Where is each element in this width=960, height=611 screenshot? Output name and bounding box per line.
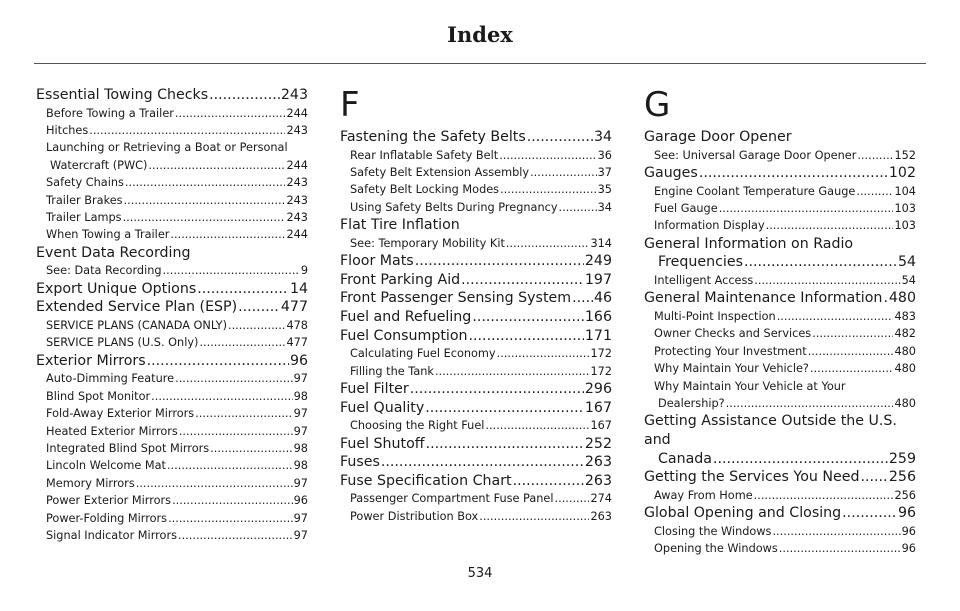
dot-leader: [172, 492, 293, 509]
entry-text: See: Universal Garage Door Opener: [654, 148, 857, 162]
index-entry[interactable]: [36, 280, 308, 299]
entry-text: Front Parking Aid: [340, 271, 461, 288]
dot-leader: [500, 181, 597, 198]
dot-leader: [856, 183, 893, 200]
dot-leader: [530, 164, 597, 181]
index-subentry[interactable]: [36, 262, 308, 279]
dot-leader: [479, 508, 589, 525]
entry-text: Auto-Dimming Feature: [46, 372, 175, 386]
dot-leader: [124, 192, 286, 209]
index-subentry[interactable]: [36, 423, 308, 440]
index-subentry[interactable]: [36, 405, 308, 422]
page-ref: 244: [286, 106, 308, 120]
page-ref: 243: [286, 211, 308, 225]
entry-text: Power-Folding Mirrors: [46, 511, 168, 525]
title-rule: [34, 63, 926, 64]
dot-leader: [89, 122, 285, 139]
dot-leader: [426, 435, 584, 454]
dot-leader: [178, 527, 293, 544]
dot-leader: [772, 523, 900, 540]
page-ref: 480: [894, 362, 916, 376]
entry-text: Choosing the Right Fuel: [350, 419, 485, 433]
page-title: Index: [447, 22, 513, 47]
dot-leader: [151, 388, 292, 405]
index-subentry[interactable]: [644, 343, 916, 360]
dot-leader: [726, 395, 894, 412]
entry-text: Safety Belt Extension Assembly: [350, 166, 530, 179]
index-subentry[interactable]: [36, 139, 308, 156]
entry-text: Filling the Tank: [350, 364, 434, 378]
index-entry[interactable]: [340, 271, 612, 290]
entry-text: Fuel Quality: [340, 399, 425, 416]
page-ref: 296: [584, 381, 612, 397]
entry-text: Fuse Specification Chart: [340, 472, 512, 489]
page-ref: 249: [584, 253, 612, 270]
page-ref: 172: [590, 364, 612, 378]
page-ref: 35: [597, 183, 612, 197]
dot-leader: [497, 345, 590, 362]
page-ref: 167: [590, 419, 612, 433]
page-ref: 98: [293, 389, 308, 403]
entry-text: Passenger Compartment Fuse Panel: [350, 492, 554, 506]
entry-text: Fuel Consumption: [340, 327, 468, 344]
index-entry[interactable]: [340, 308, 612, 327]
index-subentry[interactable]: [36, 317, 308, 334]
index-entry[interactable]: [340, 327, 612, 346]
dot-leader: [754, 487, 894, 504]
page-ref: 46: [593, 290, 612, 307]
index-subentry[interactable]: [644, 217, 916, 234]
dot-leader: [719, 200, 894, 217]
page-ref: 166: [584, 309, 612, 325]
entry-text: Event Data Recording: [36, 244, 191, 261]
entry-text: Power Distribution Box: [350, 509, 479, 523]
entry-text: Essential Towing Checks: [36, 87, 209, 103]
entry-text: Away From Home: [654, 488, 753, 502]
entry-text: Integrated Blind Spot Mirrors: [46, 442, 210, 456]
entry-text: Hitches: [46, 124, 89, 137]
entry-text: Getting Assistance Outside the U.S. and: [644, 413, 897, 449]
index-subentry[interactable]: [36, 226, 308, 243]
entry-text: See: Temporary Mobility Kit: [350, 236, 505, 250]
entry-text: Frequencies: [658, 254, 743, 271]
index-subentry[interactable]: [644, 147, 916, 164]
index-subentry[interactable]: [36, 334, 308, 351]
index-subentry[interactable]: [36, 510, 308, 527]
entry-text: Why Maintain Your Vehicle?: [654, 362, 809, 376]
page-ref: 482: [894, 327, 916, 341]
page-ref: 98: [293, 442, 308, 456]
page-ref: 96: [289, 352, 308, 369]
dot-leader: [228, 317, 285, 334]
index-column-3: [644, 86, 916, 558]
entry-text: Global Opening and Closing: [644, 505, 842, 522]
page-ref: 98: [293, 459, 308, 473]
entry-text: Export Unique Options: [36, 280, 197, 297]
dot-leader: [175, 105, 286, 122]
index-subentry[interactable]: [340, 508, 612, 525]
index-subentry[interactable]: [340, 345, 612, 362]
dot-leader: [808, 343, 894, 360]
entry-text: Getting the Services You Need: [644, 469, 860, 486]
dot-leader: [472, 308, 584, 327]
entry-text: SERVICE PLANS (U.S. Only): [46, 336, 199, 350]
index-subentry[interactable]: [340, 490, 612, 507]
entry-text: Fuses: [340, 454, 380, 471]
entry-text: General Information on Radio: [644, 235, 854, 252]
index-subentry[interactable]: [36, 105, 308, 122]
page-ref: 171: [584, 327, 612, 344]
page-ref: 480: [894, 397, 916, 411]
entry-text: Garage Door Opener: [644, 129, 792, 145]
index-entry[interactable]: [644, 235, 916, 254]
dot-leader: [461, 271, 584, 290]
entry-text: Power Exterior Mirrors: [46, 494, 172, 508]
dot-leader: [744, 253, 897, 272]
page-ref: 152: [894, 148, 916, 162]
dot-leader: [410, 380, 584, 399]
page-ref: 243: [286, 124, 308, 137]
index-entry[interactable]: [340, 472, 612, 491]
index-entry[interactable]: [340, 252, 612, 271]
dot-leader: [559, 199, 597, 216]
index-subentry[interactable]: [36, 475, 308, 492]
entry-text: Dealership?: [658, 397, 725, 411]
dot-leader: [209, 86, 280, 105]
entry-text: Heated Exterior Mirrors: [46, 424, 178, 438]
page-ref: 54: [897, 254, 916, 271]
dot-leader: [469, 327, 584, 346]
index-subentry[interactable]: [644, 523, 916, 540]
dot-leader: [485, 417, 589, 434]
index-subentry[interactable]: [644, 183, 916, 200]
dot-leader: [435, 363, 590, 380]
page-ref: 102: [888, 165, 916, 181]
section-letter: G: [644, 85, 671, 125]
index-entry[interactable]: [340, 128, 612, 147]
entry-text: Canada: [658, 450, 712, 467]
entry-text: Before Towing a Trailer: [46, 106, 174, 120]
index-subentry[interactable]: [644, 487, 916, 504]
entry-text: Watercraft (PWC): [50, 158, 148, 172]
entry-text: Fastening the Safety Belts: [340, 129, 526, 145]
index-entry[interactable]: [644, 164, 916, 183]
page-ref: 96: [901, 542, 916, 556]
section-letter: F: [340, 85, 360, 125]
index-subentry[interactable]: [36, 122, 308, 139]
dot-leader: [555, 490, 590, 507]
index-subentry[interactable]: [644, 272, 916, 289]
dot-leader: [125, 174, 286, 191]
index-subentry[interactable]: [36, 157, 308, 174]
dot-leader: [857, 147, 893, 164]
page-ref: 483: [894, 310, 916, 323]
index-entry[interactable]: [644, 450, 916, 469]
index-subentry[interactable]: [36, 388, 308, 405]
entry-text: Calculating Fuel Economy: [350, 347, 496, 361]
index-entry[interactable]: [340, 399, 612, 418]
entry-text: Lincoln Welcome Mat: [46, 459, 166, 473]
page-ref: 256: [888, 469, 916, 486]
index-entry[interactable]: [340, 289, 612, 308]
dot-leader: [147, 352, 289, 371]
entry-text: General Maintenance Information: [644, 290, 883, 307]
dot-leader: [513, 472, 584, 491]
dot-leader: [381, 453, 584, 472]
entry-text: Floor Mats: [340, 253, 414, 270]
page-ref: 172: [590, 347, 612, 361]
index-entry[interactable]: [644, 128, 916, 147]
index-subentry[interactable]: [340, 417, 612, 434]
page-ref: 97: [293, 529, 308, 543]
entry-text: Extended Service Plan (ESP): [36, 299, 238, 316]
dot-leader: [699, 164, 888, 183]
entry-text: Rear Inflatable Safety Belt: [350, 148, 499, 162]
entry-text: Fuel and Refueling: [340, 309, 472, 325]
dot-leader: [210, 440, 292, 457]
page-ref: 243: [286, 193, 308, 207]
page-ref: 478: [286, 319, 308, 333]
dot-leader: [572, 289, 593, 308]
entry-text: Trailer Brakes: [46, 193, 123, 207]
entry-text: Trailer Lamps: [46, 211, 122, 225]
index-entry[interactable]: [340, 380, 612, 399]
index-entry[interactable]: [644, 412, 916, 449]
index-column-1: [36, 86, 308, 545]
page-ref: 37: [597, 166, 612, 179]
dot-leader: [167, 457, 293, 474]
entry-text: Front Passenger Sensing System: [340, 290, 572, 307]
index-subentry[interactable]: [340, 199, 612, 216]
index-subentry[interactable]: [36, 440, 308, 457]
page-ref: 243: [280, 87, 308, 103]
page-ref: 97: [293, 511, 308, 525]
page-ref: 9: [300, 264, 308, 278]
index-subentry[interactable]: [644, 540, 916, 557]
entry-text: Multi-Point Inspection: [654, 310, 776, 323]
dot-leader: [197, 280, 289, 299]
entry-text: Protecting Your Investment: [654, 344, 807, 358]
page-ref: 96: [897, 505, 916, 522]
page-ref: 477: [280, 299, 308, 316]
entry-text: Fold-Away Exterior Mirrors: [46, 407, 195, 421]
page-ref: 477: [286, 336, 308, 350]
entry-text: Closing the Windows: [654, 524, 772, 538]
page-ref: 256: [894, 488, 916, 502]
dot-leader: [195, 405, 292, 422]
page-ref: 14: [289, 280, 308, 297]
index-subentry[interactable]: [36, 370, 308, 387]
page-ref: 96: [293, 494, 308, 508]
entry-text: When Towing a Trailer: [46, 228, 170, 242]
entry-text: Using Safety Belts During Pregnancy: [350, 200, 558, 214]
index-subentry[interactable]: [644, 378, 916, 395]
page-ref: 243: [286, 176, 308, 190]
entry-text: Why Maintain Your Vehicle at Your: [654, 379, 846, 393]
page-ref: 263: [584, 472, 612, 489]
dot-leader: [506, 235, 590, 252]
entry-text: Engine Coolant Temperature Gauge: [654, 184, 856, 198]
dot-leader: [425, 399, 584, 418]
page-ref: 167: [584, 399, 612, 416]
entry-text: Launching or Retrieving a Boat or Personal: [46, 141, 288, 155]
page-ref: 263: [584, 454, 612, 471]
index-entry[interactable]: [340, 453, 612, 472]
page-ref: 36: [597, 148, 612, 162]
dot-leader: [527, 128, 593, 147]
page-ref: 480: [888, 290, 916, 307]
index-subentry[interactable]: [36, 192, 308, 209]
index-entry[interactable]: [644, 468, 916, 487]
index-subentry[interactable]: [36, 174, 308, 191]
page-ref: 96: [901, 524, 916, 538]
index-entry[interactable]: [644, 289, 916, 308]
dot-leader: [168, 510, 293, 527]
page-ref: 34: [597, 200, 612, 214]
dot-leader: [179, 423, 293, 440]
entry-text: Owner Checks and Services: [654, 327, 812, 341]
page-ref: 197: [584, 271, 612, 288]
dot-leader: [199, 334, 285, 351]
dot-leader: [810, 360, 894, 377]
page-ref: 274: [590, 492, 612, 506]
index-entry[interactable]: [340, 435, 612, 454]
page-ref: 97: [293, 424, 308, 438]
index-subentry[interactable]: [340, 181, 612, 198]
index-subentry[interactable]: [644, 360, 916, 377]
index-column-2: [340, 86, 612, 525]
page-ref: 54: [901, 274, 916, 287]
page-ref: 103: [894, 202, 916, 215]
index-entry[interactable]: [36, 244, 308, 263]
dot-leader: [860, 468, 887, 487]
dot-leader: [883, 289, 887, 308]
entry-text: Flat Tire Inflation: [340, 217, 460, 234]
index-entry[interactable]: [340, 216, 612, 235]
entry-text: SERVICE PLANS (CANADA ONLY): [46, 319, 227, 333]
entry-text: Fuel Gauge: [654, 202, 718, 215]
page-ref: 104: [894, 184, 916, 198]
entry-text: Signal Indicator Mirrors: [46, 529, 177, 543]
dot-leader: [766, 217, 894, 234]
entry-text: See: Data Recording: [46, 264, 162, 278]
index-entry[interactable]: [644, 253, 916, 272]
page-ref: 480: [894, 344, 916, 358]
entry-text: Blind Spot Monitor: [46, 389, 151, 403]
entry-text: Intelligent Access: [654, 274, 754, 287]
index-entry[interactable]: [36, 352, 308, 371]
dot-leader: [415, 252, 584, 271]
dot-leader: [779, 540, 901, 557]
index-subentry[interactable]: [36, 209, 308, 226]
index-entry[interactable]: [644, 504, 916, 523]
entry-text: Fuel Filter: [340, 381, 409, 397]
index-subentry[interactable]: [644, 200, 916, 217]
page-ref: 259: [888, 450, 916, 467]
dot-leader: [842, 504, 897, 523]
index-subentry[interactable]: [644, 395, 916, 412]
dot-leader: [754, 272, 900, 289]
page-ref: 263: [590, 509, 612, 523]
dot-leader: [777, 308, 894, 325]
index-subentry[interactable]: [36, 527, 308, 544]
entry-text: Safety Chains: [46, 176, 124, 190]
entry-text: Exterior Mirrors: [36, 352, 146, 369]
dot-leader: [148, 157, 285, 174]
dot-leader: [499, 147, 596, 164]
index-subentry[interactable]: [340, 363, 612, 380]
dot-leader: [136, 475, 293, 492]
page-ref: 103: [894, 219, 916, 233]
page-ref: 97: [293, 372, 308, 386]
index-subentry[interactable]: [340, 147, 612, 164]
dot-leader: [123, 209, 286, 226]
entry-text: Gauges: [644, 165, 698, 181]
entry-text: Opening the Windows: [654, 542, 778, 556]
index-entry[interactable]: [36, 298, 308, 317]
page-ref: 244: [286, 158, 308, 172]
index-subentry[interactable]: [36, 457, 308, 474]
page-ref: 97: [293, 476, 308, 490]
dot-leader: [238, 298, 280, 317]
page-number: 534: [467, 566, 493, 581]
page-ref: 314: [590, 236, 612, 250]
entry-text: Safety Belt Locking Modes: [350, 183, 500, 197]
page-ref: 244: [286, 228, 308, 242]
page-ref: 34: [593, 129, 612, 145]
page-ref: 252: [584, 435, 612, 452]
index-subentry[interactable]: [340, 235, 612, 252]
index-subentry[interactable]: [340, 164, 612, 181]
index-entry[interactable]: [36, 86, 308, 105]
index-subentry[interactable]: [644, 308, 916, 325]
entry-text: Information Display: [654, 219, 765, 233]
page-ref: 97: [293, 407, 308, 421]
entry-text: Memory Mirrors: [46, 476, 135, 490]
index-subentry[interactable]: [36, 492, 308, 509]
dot-leader: [175, 370, 293, 387]
entry-text: Fuel Shutoff: [340, 435, 425, 452]
dot-leader: [170, 226, 285, 243]
dot-leader: [812, 325, 893, 342]
dot-leader: [163, 262, 300, 279]
dot-leader: [713, 450, 888, 469]
index-subentry[interactable]: [644, 325, 916, 342]
